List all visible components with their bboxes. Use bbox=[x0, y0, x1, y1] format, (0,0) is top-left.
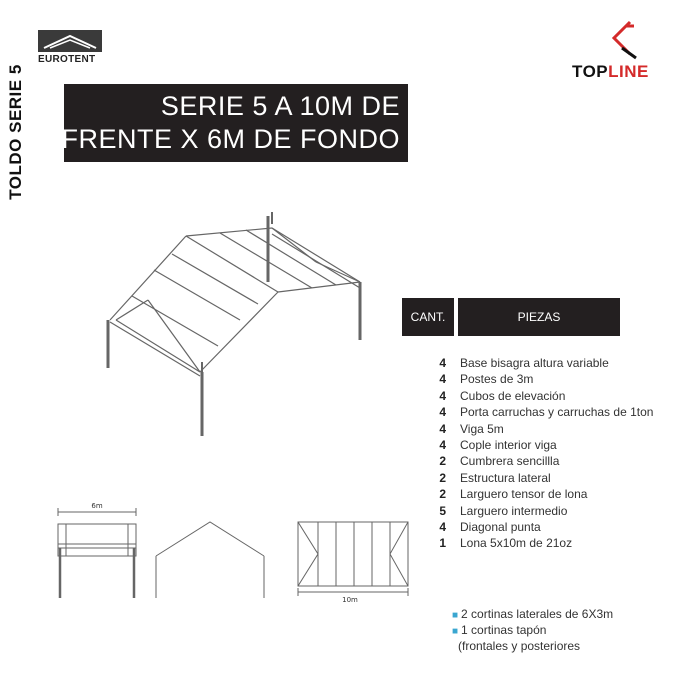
top-plan-view bbox=[298, 522, 408, 596]
part-name: Porta carruchas y carruchas de 1ton bbox=[460, 405, 654, 420]
extra-text: (frontales y posteriores bbox=[458, 639, 581, 653]
eurotent-brand: EUROTENT bbox=[38, 54, 96, 65]
isometric-view bbox=[108, 212, 360, 436]
qty-header: CANT. bbox=[402, 298, 454, 336]
part-name: Estructura lateral bbox=[460, 470, 551, 485]
parts-header: PIEZAS bbox=[458, 298, 620, 336]
extra-text: 2 cortinas laterales de 6X3m bbox=[461, 607, 614, 621]
part-name: Lona 5x10m de 21oz bbox=[460, 536, 573, 551]
side-elevation-view bbox=[156, 522, 264, 598]
part-qty: 5 bbox=[439, 503, 446, 518]
extra-text: 1 cortinas tapón bbox=[461, 623, 547, 637]
plan-length-label: 10m bbox=[342, 596, 358, 604]
part-qty: 4 bbox=[439, 421, 446, 436]
extra-item bbox=[452, 607, 613, 623]
extra-item bbox=[452, 639, 613, 655]
part-qty: 2 bbox=[439, 470, 446, 485]
part-name: Diagonal punta bbox=[460, 519, 541, 534]
part-qty: 4 bbox=[439, 388, 446, 403]
bullet-icon: ■ bbox=[452, 626, 459, 637]
part-qty: 4 bbox=[439, 519, 446, 534]
part-qty: 2 bbox=[439, 454, 446, 469]
part-name: Larguero tensor de lona bbox=[460, 487, 588, 502]
side-title-text: TOLDO SERIE 5 bbox=[6, 64, 25, 200]
part-qty: 4 bbox=[439, 356, 446, 370]
part-qty: 2 bbox=[439, 487, 446, 502]
extra-item bbox=[452, 623, 613, 639]
part-qty: 1 bbox=[439, 536, 446, 551]
part-name: Cumbrera sencillla bbox=[460, 454, 560, 469]
front-elevation-view bbox=[58, 508, 136, 598]
title-line-2: FRENTE X 6M DE FONDO bbox=[61, 124, 400, 154]
part-name: Base bisagra altura variable bbox=[460, 356, 609, 370]
part-name: Viga 5m bbox=[460, 421, 504, 436]
extras-list bbox=[452, 607, 613, 655]
bullet-icon: ■ bbox=[452, 610, 459, 621]
front-width-label: 6m bbox=[91, 502, 103, 510]
part-qty: 4 bbox=[439, 405, 446, 420]
part-name: Postes de 3m bbox=[460, 372, 534, 387]
part-qty: 4 bbox=[439, 437, 446, 452]
part-name: Cubos de elevación bbox=[460, 388, 566, 403]
part-name: Larguero intermedio bbox=[460, 503, 568, 518]
topline-brand-part2: LINE bbox=[608, 62, 649, 81]
part-qty: 4 bbox=[439, 372, 446, 387]
part-name: Cople interior viga bbox=[460, 437, 557, 452]
title-line-1: SERIE 5 A 10M DE bbox=[160, 91, 400, 121]
topline-brand-part1: TOP bbox=[572, 62, 609, 81]
